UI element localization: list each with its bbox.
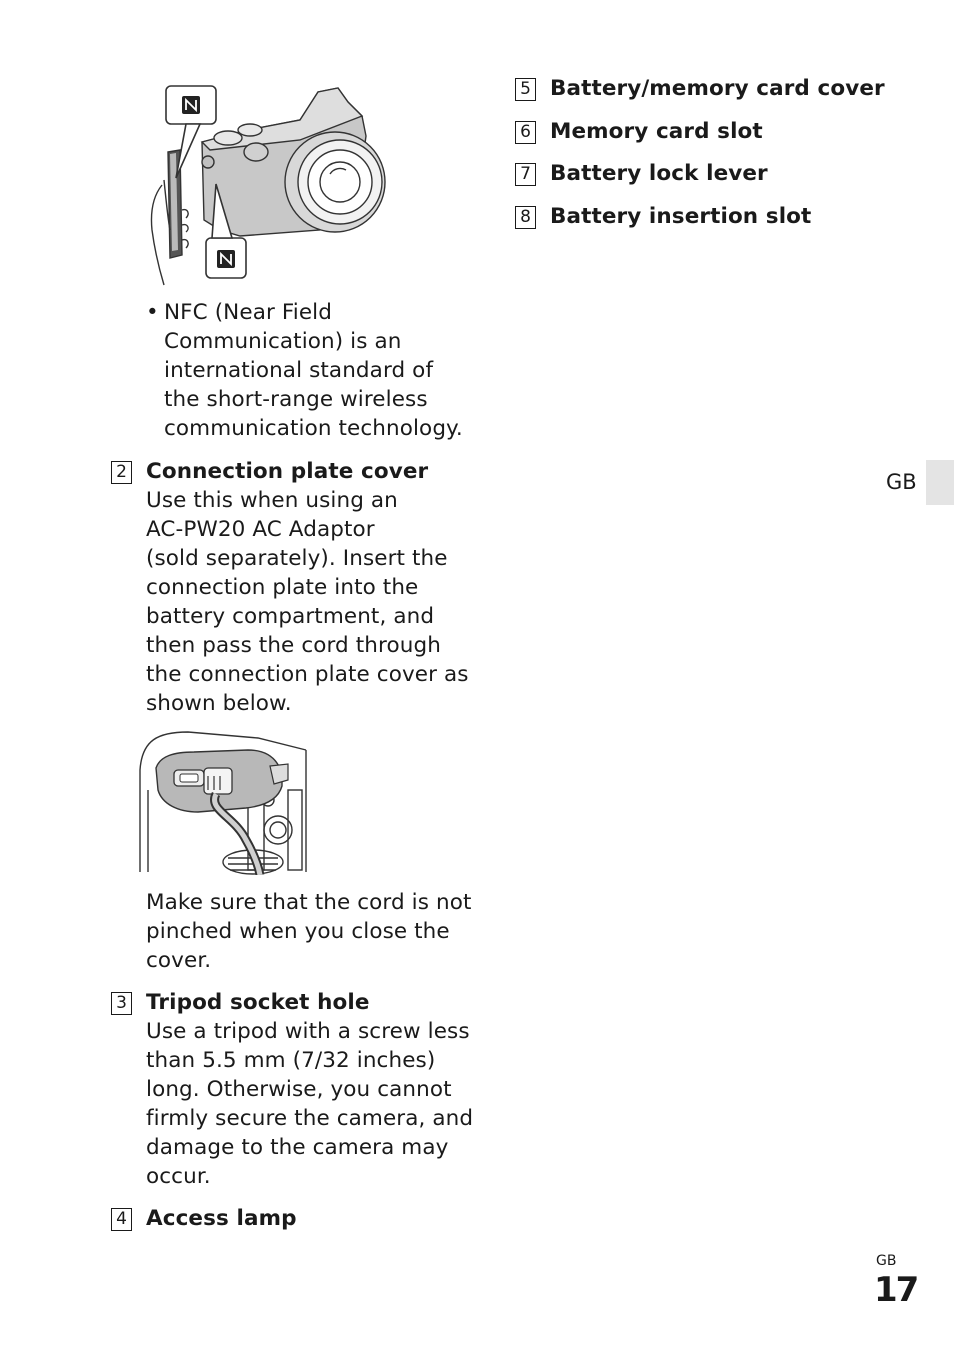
item-3-body-line: than 5.5 mm (7/32 inches) xyxy=(146,1048,436,1073)
item-2-body-line: Use this when using an xyxy=(146,488,398,513)
item-2 xyxy=(146,457,476,718)
page-number: 17 xyxy=(874,1270,918,1310)
connection-plate-illustration xyxy=(138,730,310,875)
bullet: • xyxy=(146,300,159,325)
item-3-body-line: Use a tripod with a screw less xyxy=(146,1019,470,1044)
item-4-title: Access lamp xyxy=(146,1206,297,1231)
item-2-body-line: (sold separately). Insert the xyxy=(146,546,448,571)
item-number-5: 5 xyxy=(515,78,536,101)
item-3-body-line: firmly secure the camera, and xyxy=(146,1106,474,1131)
item-2-body-line: connection plate into the xyxy=(146,575,419,600)
item-8-title: Battery insertion slot xyxy=(550,204,812,229)
nfc-note-line: international standard of xyxy=(164,358,434,383)
item-2-body-line: battery compartment, and xyxy=(146,604,435,629)
footer-lang: GB xyxy=(876,1253,897,1269)
item-2-title: Connection plate cover xyxy=(146,459,429,484)
item-2-body-line: AC-PW20 AC Adaptor xyxy=(146,517,375,542)
item-number-8: 8 xyxy=(515,206,536,229)
item-2-note-line: Make sure that the cord is not xyxy=(146,890,472,915)
item-number-7: 7 xyxy=(515,163,536,186)
nfc-camera-illustration xyxy=(140,80,400,290)
item-7-title: Battery lock lever xyxy=(550,161,768,186)
item-2-note-line: cover. xyxy=(146,948,212,973)
item-3 xyxy=(146,988,476,1191)
item-2-body-line: then pass the cord through xyxy=(146,633,441,658)
side-tab-marker xyxy=(926,460,954,505)
item-number-4: 4 xyxy=(111,1208,132,1231)
item-5-title: Battery/memory card cover xyxy=(550,76,885,101)
item-2-body-line: shown below. xyxy=(146,691,292,716)
nfc-note xyxy=(146,298,476,443)
item-3-body-line: damage to the camera may xyxy=(146,1135,449,1160)
item-3-body-line: occur. xyxy=(146,1164,211,1189)
nfc-note-line: Communication) is an xyxy=(164,329,402,354)
item-4 xyxy=(146,1204,476,1233)
item-number-6: 6 xyxy=(515,121,536,144)
item-2-body-line: the connection plate cover as xyxy=(146,662,469,687)
side-tab-label: GB xyxy=(886,470,917,494)
item-3-title: Tripod socket hole xyxy=(146,990,370,1015)
nfc-note-line: communication technology. xyxy=(164,416,463,441)
nfc-note-line: NFC (Near Field xyxy=(164,300,332,325)
item-6-title: Memory card slot xyxy=(550,119,763,144)
item-2-note xyxy=(146,888,476,975)
item-number-2: 2 xyxy=(111,461,132,484)
item-2-note-line: pinched when you close the xyxy=(146,919,450,944)
item-3-body-line: long. Otherwise, you cannot xyxy=(146,1077,452,1102)
nfc-note-line: the short-range wireless xyxy=(164,387,428,412)
item-number-3: 3 xyxy=(111,992,132,1015)
